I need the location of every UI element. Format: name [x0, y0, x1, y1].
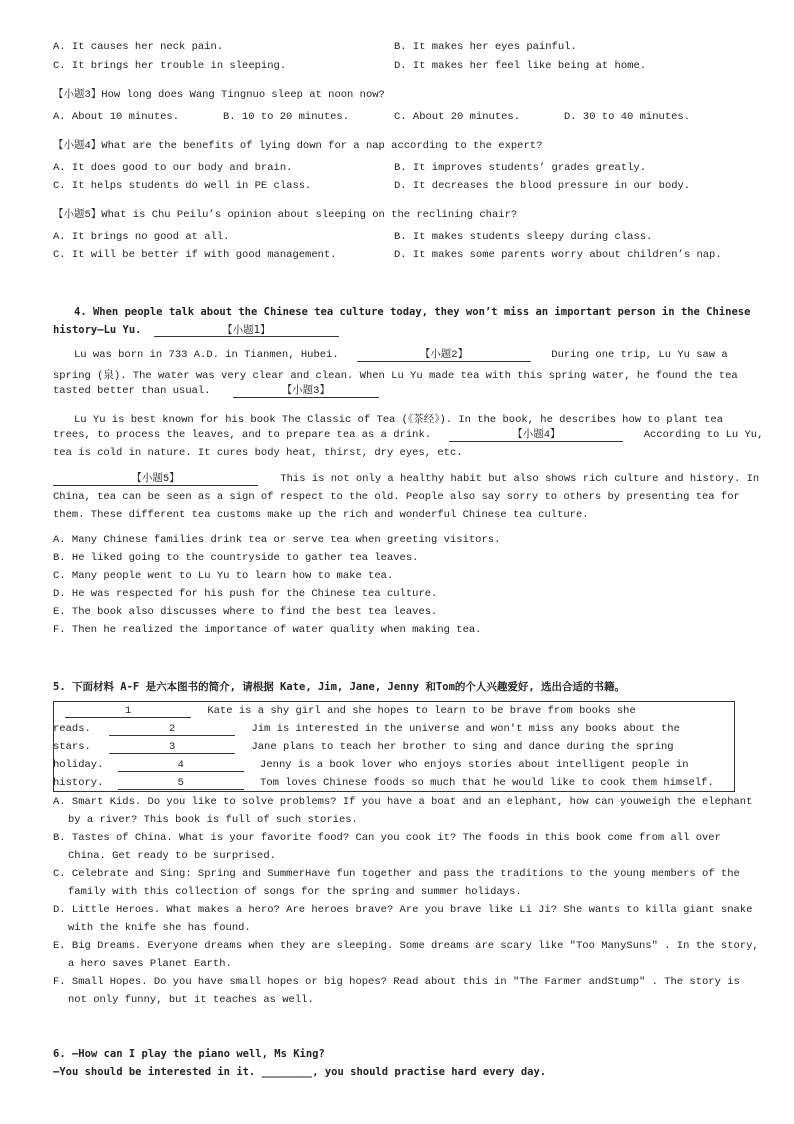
- option-d: D. It makes her feel like being at home.: [394, 60, 647, 72]
- answer-blank-1[interactable]: 【小题1】: [154, 324, 339, 337]
- option-a: A. About 10 minutes.: [53, 111, 180, 123]
- match-row: reads. 2 Jim is interested in the universe and won't miss any books about the: [53, 723, 680, 735]
- passage-line: 【小题5】 This is not only a healthy habit but also shows rich culture and history. In: [53, 473, 759, 486]
- passage-line: China, tea can be seen as a sign of respect to the old. People also say sorry to others by presenting tea for: [53, 491, 740, 503]
- option-c: C. It will be better if with good management.: [53, 249, 337, 261]
- answer-blank-2[interactable]: 2: [109, 723, 235, 736]
- option-d: D. It makes some parents worry about children’s nap.: [394, 249, 722, 261]
- choice-option: F. Then he realized the importance of water quality when making tea.: [53, 624, 482, 636]
- passage-line: spring (泉). The water was very clear and clean. When Lu Yu made tea with this spring water, he found the tea: [53, 370, 738, 382]
- passage-line: them. These different tea customs make up the rich and wonderful Chinese tea culture.: [53, 509, 589, 521]
- option-b: B. It improves students’ grades greatly.: [394, 162, 647, 174]
- book-description: F. Small Hopes. Do you have small hopes or big hopes? Read about this in "The Farmer andStump" . The story is: [53, 976, 740, 988]
- answer-blank-3[interactable]: 3: [109, 741, 235, 754]
- option-b: B. It makes students sleepy during class.: [394, 231, 653, 243]
- match-row: stars. 3 Jane plans to teach her brother to sing and dance during the spring: [53, 741, 674, 753]
- choice-option: A. Many Chinese families drink tea or serve tea when greeting visitors.: [53, 534, 501, 546]
- book-description: A. Smart Kids. Do you like to solve problems? If you have a boat and an elephant, how can youweigh the elephant: [53, 796, 753, 808]
- question-6-line: 6. —How can I play the piano well, Ms King?: [53, 1048, 325, 1060]
- option-b: B. 10 to 20 minutes.: [223, 111, 350, 123]
- option-c: C. About 20 minutes.: [394, 111, 521, 123]
- match-row: history. 5 Tom loves Chinese foods so much that he would like to cook them himself.: [53, 777, 714, 789]
- book-description-cont: a hero saves Planet Earth.: [68, 958, 232, 970]
- passage-line: Lu Yu is best known for his book The Classic of Tea (《茶经》). In the book, he describes how to plant tea: [74, 414, 724, 426]
- book-description-cont: not only funny, but it teaches as well.: [68, 994, 314, 1006]
- answer-blank[interactable]: ________: [261, 1066, 313, 1078]
- book-description: B. Tastes of China. What is your favorite food? Can you cook it? The foods in this book come from all over: [53, 832, 721, 844]
- sub-question-3: 【小题3】How long does Wang Tingnuo sleep at noon now?: [53, 89, 385, 101]
- question-4-intro-cont: history—Lu Yu. 【小题1】: [53, 324, 339, 337]
- answer-blank-3[interactable]: 【小题3】: [233, 385, 379, 398]
- match-row: 1 Kate is a shy girl and she hopes to learn to be brave from books she: [65, 705, 636, 718]
- choice-option: D. He was respected for his push for the Chinese tea culture.: [53, 588, 438, 600]
- sub-question-4: 【小题4】What are the benefits of lying down for a nap according to the expert?: [53, 140, 543, 152]
- option-d: D. It decreases the blood pressure in our body.: [394, 180, 691, 192]
- question-5-title: 5. 下面材料 A-F 是六本图书的简介, 请根据 Kate, Jim, Jane, Jenny 和Tom的个人兴趣爱好, 选出合适的书籍。: [53, 681, 626, 693]
- option-c: C. It helps students do well in PE class.: [53, 180, 312, 192]
- answer-blank-5[interactable]: 5: [118, 777, 244, 790]
- passage-line: tasted better than usual. 【小题3】: [53, 385, 379, 398]
- option-b: B. It makes her eyes painful.: [394, 41, 577, 53]
- match-row: holiday. 4 Jenny is a book lover who enjoys stories about intelligent people in: [53, 759, 689, 771]
- passage-line: tea is cold in nature. It cures body heat, thirst, dry eyes, etc.: [53, 447, 463, 459]
- book-description: D. Little Heroes. What makes a hero? Are heroes brave? Are you brave like Li Ji? She wants to killa giant snake: [53, 904, 753, 916]
- question-4-intro: 4. When people talk about the Chinese tea culture today, they won’t miss an important person in the Chinese: [74, 306, 751, 318]
- answer-blank-1[interactable]: 1: [65, 705, 191, 718]
- option-a: A. It brings no good at all.: [53, 231, 230, 243]
- answer-blank-5[interactable]: 【小题5】: [53, 473, 258, 486]
- choice-option: E. The book also discusses where to find the best tea leaves.: [53, 606, 438, 618]
- option-a: A. It causes her neck pain.: [53, 41, 224, 53]
- book-description-cont: China. Get ready to be surprised.: [68, 850, 276, 862]
- passage-line: Lu was born in 733 A.D. in Tianmen, Hubei. 【小题2】 During one trip, Lu Yu saw a: [74, 349, 728, 361]
- answer-blank-2[interactable]: 【小题2】: [357, 349, 531, 362]
- sub-question-5: 【小题5】What is Chu Peilu’s opinion about sleeping on the reclining chair?: [53, 209, 518, 221]
- option-d: D. 30 to 40 minutes.: [564, 111, 691, 123]
- option-a: A. It does good to our body and brain.: [53, 162, 293, 174]
- answer-blank-4[interactable]: 【小题4】: [449, 429, 623, 442]
- question-6-line: —You should be interested in it. ________, you should practise hard every day.: [53, 1066, 547, 1078]
- answer-blank-4[interactable]: 4: [118, 759, 244, 772]
- option-c: C. It brings her trouble in sleeping.: [53, 60, 287, 72]
- passage-line: trees, to process the leaves, and to prepare tea as a drink. 【小题4】 According to Lu Yu,: [53, 429, 764, 441]
- choice-option: B. He liked going to the countryside to gather tea leaves.: [53, 552, 419, 564]
- book-description: E. Big Dreams. Everyone dreams when they are sleeping. Some dreams are scary like "Too ManySuns" . In the story,: [53, 940, 759, 952]
- book-description-cont: with the knife she has found.: [68, 922, 251, 934]
- book-description-cont: by a river? This book is full of such stories.: [68, 814, 358, 826]
- book-description: C. Celebrate and Sing: Spring and SummerHave fun together and pass the traditions to the young members of the: [53, 868, 740, 880]
- choice-option: C. Many people went to Lu Yu to learn how to make tea.: [53, 570, 394, 582]
- book-description-cont: family with this collection of songs for the spring and summer holidays.: [68, 886, 522, 898]
